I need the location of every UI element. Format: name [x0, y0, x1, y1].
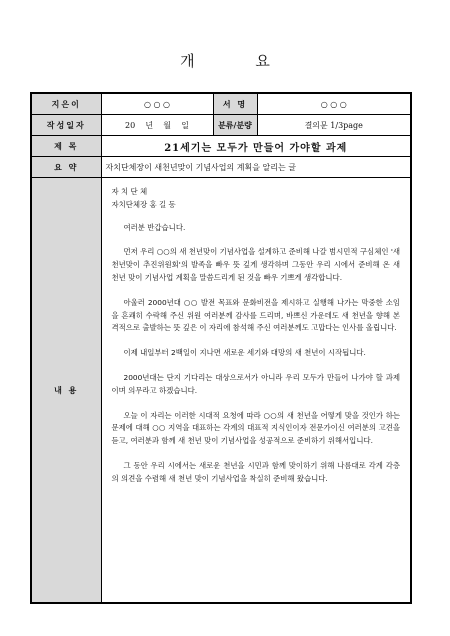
page-title: 개 요: [180, 52, 298, 70]
address-line: 자치단체장 홍 길 동: [111, 199, 176, 209]
greeting: 여러분 반갑습니다.: [123, 222, 186, 232]
paragraph: 오늘 이 자리는 이러한 시대적 요청에 따라 ○○의 새 천년을 어떻게 맞을 것인가 하는 문제에 대해 ○○ 지역을 대표하는 각계의 대표적 지식인이자 전문가이신 여러분의 고견을 듣고, 여러분과 함께 새 천년 맞이 기념사업을 성공적으로 준비하기 위해서입니다.: [111, 410, 400, 446]
document-form: [30, 92, 412, 604]
paragraph: 이제 내일부터 2백일이 지나면 새로운 세기와 대망의 새 천년이 시작됩니다.: [123, 348, 366, 358]
content-body: [101, 178, 411, 604]
address-block: [112, 186, 401, 212]
address-line: 자 치 단 체: [111, 187, 148, 196]
summary-value: 자치단체장이 새천년맞이 기념사업의 계획을 알리는 글: [101, 157, 411, 178]
subject-label: 제 목: [31, 136, 101, 157]
category-label: 분류/분량: [213, 115, 257, 136]
summary-label: 요 약: [31, 157, 101, 178]
date-value: 20 년 월 일: [101, 115, 213, 136]
date-label: 작성일자: [31, 115, 101, 136]
signature-value: ○ ○ ○: [257, 93, 411, 115]
paragraph: 그 동안 우리 시에서는 새로운 천년을 시민과 함께 맞이하기 위해 나름대로 각계 각층의 의견을 수렴해 새 천년 맞이 기념사업을 착실히 준비해 왔습니다.: [111, 460, 400, 483]
subject-value: 21세기는 모두가 만들어 가야할 과제: [101, 136, 411, 157]
content-label: 내 용: [31, 178, 101, 604]
paragraph: 아울러 2000년대 ○○ 발전 목표와 문화비전을 제시하고 실행해 나가는 막중한 소임을 흔쾌히 수락해 주신 위원 여러분께 감사를 드리며, 바쁘신 가운데도 새 천년을 향해 본격적으로 출발하는 뜻 깊은 이 자리에 참석해 주신 여러분께도 고맙다는 인사를 올립니다.: [111, 297, 400, 333]
author-value: ○ ○ ○: [101, 93, 213, 115]
author-label: 지은이: [31, 93, 101, 115]
signature-label: 서 명: [213, 93, 257, 115]
paragraph: 먼저 우리 ○○의 새 천년맞이 기념사업을 설계하고 준비해 나갈 범시민적 구심체인 '새 천년맞이 추진위원회'의 발족을 빠우 뜻 깊게 생각하며 그동안 우리 시에서 준비해 온 새 천년 맞이 기념사업 계획을 말씀드리게 된 것을 빠우 기쁘게 생각합니다.: [111, 247, 400, 282]
category-value: 결의문 1/3page: [257, 115, 411, 136]
paragraph: 2000년대는 단지 기다리는 대상으로서가 아니라 우리 모두가 만들어 나가야 할 과제이며 의무라고 하겠습니다.: [111, 372, 400, 395]
